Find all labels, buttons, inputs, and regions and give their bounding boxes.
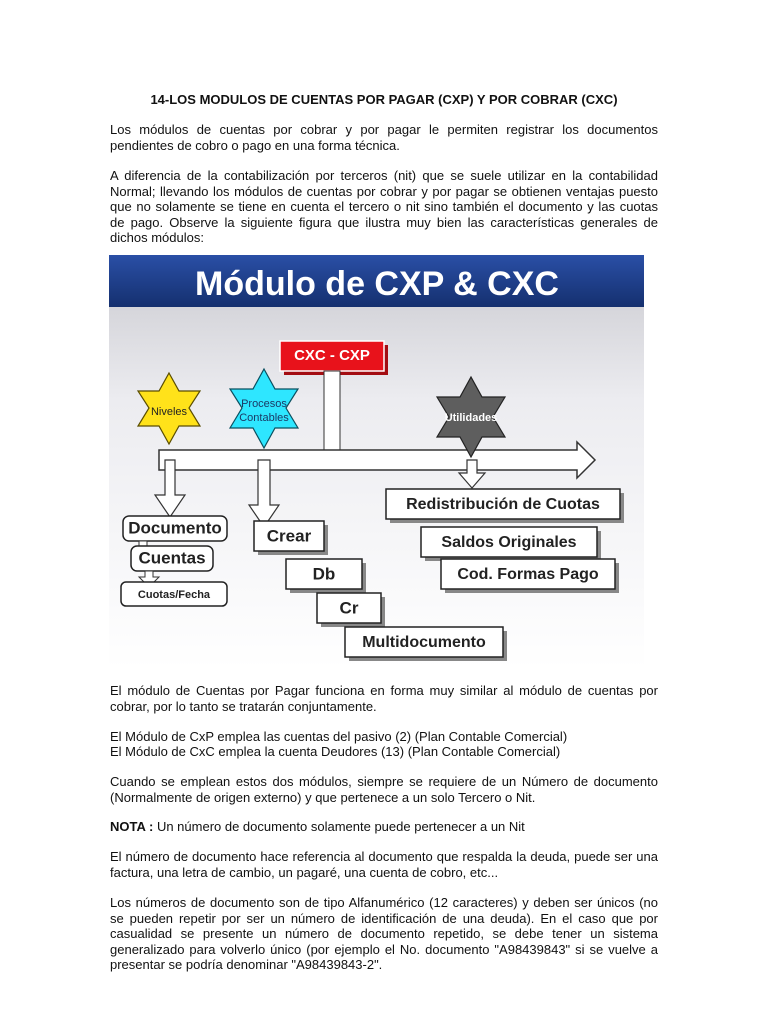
cxp-cxc-diagram: [109, 255, 644, 669]
paragraph-cxc-accounts: El Módulo de CxC emplea la cuenta Deudores (13) (Plan Contable Comercial): [110, 744, 561, 759]
paragraph-intro: Los módulos de cuentas por cobrar y por pagar le permiten registrar los documentos pendientes de cobro o pago en una forma técnica.: [110, 122, 658, 153]
star-procesos-label-1: Procesos: [241, 397, 287, 410]
paragraph-document-number: Cuando se emplean estos dos módulos, siempre se requiere de un Número de documento (Normalmente de origen externo) y que pertenece a un solo Tercero o Nit.: [110, 774, 658, 805]
document-title: 14-LOS MODULOS DE CUENTAS POR PAGAR (CXP) Y POR COBRAR (CXC): [150, 92, 618, 107]
paragraph-alphanumeric: Los números de documento son de tipo Alfanumérico (12 caracteres) y deben ser únicos (no se pueden repetir por ser un número de identificación de una deuda). En el caso que por casualidad se presente un número de documento repetido, se debe tener un sistema generalizado para volverlo único (por ejemplo el No. documento "A98439843" si se vuelve a presentar se podría denominar "A98439843-2".: [110, 895, 658, 972]
note-text: Un número de documento solamente puede pertenecer a un Nit: [153, 819, 525, 834]
box-db-label: Db: [312, 564, 336, 584]
box-cuotas-fecha-label: Cuotas/Fecha: [137, 588, 211, 601]
box-cod-formas-label: Cod. Formas Pago: [457, 566, 599, 584]
paragraph-document-reference: El número de documento hace referencia al documento que respalda la deuda, puede ser una factura, una letra de cambio, un pagaré, una cuenta de cobro, etc...: [110, 849, 658, 880]
paragraph-similar-modules: El módulo de Cuentas por Pagar funciona en forma muy similar al módulo de cuentas por cobrar, por lo tanto se tratarán conjuntamente.: [110, 683, 658, 714]
star-niveles-label: Niveles: [150, 405, 188, 418]
box-documento-label: Documento: [128, 518, 222, 538]
note-label: NOTA :: [110, 819, 154, 834]
box-redistribucion-label: Redistribución de Cuotas: [406, 496, 600, 514]
note-line: [110, 819, 658, 835]
box-crear-label: Crear: [266, 526, 312, 546]
star-procesos-label-2: Contables: [239, 411, 289, 424]
box-cr-label: Cr: [339, 598, 359, 618]
box-saldos-label: Saldos Originales: [441, 534, 577, 552]
star-utilidades-label: Utilidades: [444, 411, 498, 424]
box-cuentas-label: Cuentas: [138, 548, 206, 568]
diagram-banner-title: Módulo de CXP & CXC: [195, 264, 559, 303]
paragraph-cxp-accounts: El Módulo de CxP emplea las cuentas del pasivo (2) (Plan Contable Comercial): [110, 729, 568, 744]
box-multidocumento-label: Multidocumento: [362, 634, 486, 652]
root-box-label: CXC - CXP: [294, 346, 370, 364]
paragraph-differences: A diferencia de la contabilización por terceros (nit) que se suele utilizar en la contabilidad Normal; llevando los módulos de cuentas por cobrar y por pagar se obtienen ventajas puesto que no solamente se tiene en cuenta el tercero o nit sino también el documento y las cuotas de pago. Observe la siguiente figura que ilustra muy bien las características generales de dichos módulos:: [110, 168, 658, 245]
